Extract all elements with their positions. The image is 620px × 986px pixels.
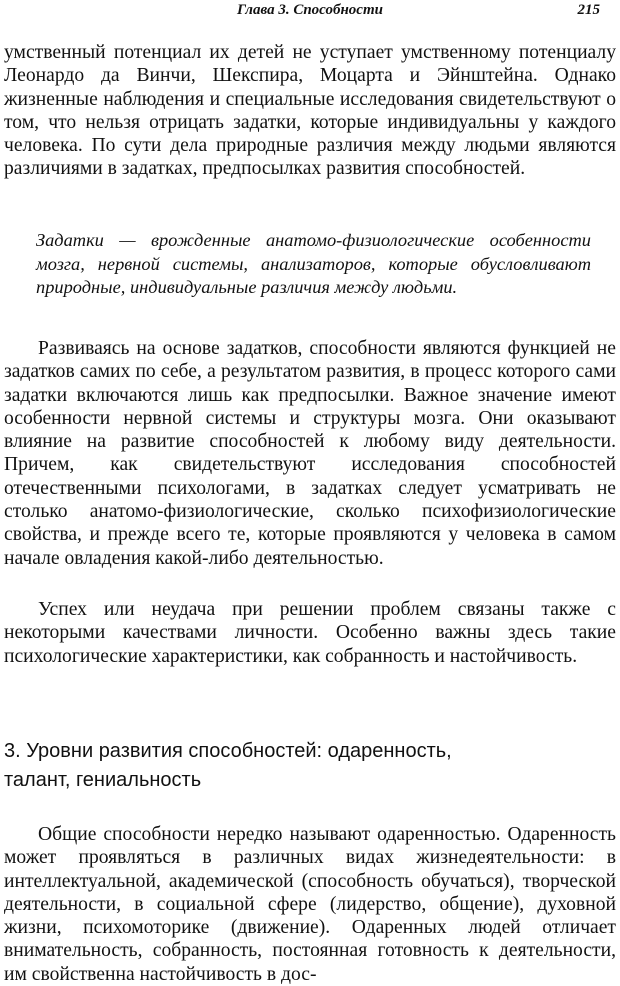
paragraph-intro-text: умственный потенциал их детей не уступает умственному потенциалу Леонардо да Винчи, Шекспира, Моцарта и Эйнштейна. Однако жизненные наблюдения и специальные исследования свидетельствуют о том, что нельзя отрицать задатки, которые индивидуальны у каждого человека. По сути дела природные различия между людьми являются различиями в задатках, предпосылках развития способностей. bbox=[4, 42, 616, 180]
paragraph-development-text: Развиваясь на основе задатков, способности являются функцией не задатков самих по себе, а результатом развития, в процесс которого сами задатки включаются лишь как предпосылки. Важное значение имеют особенности нервной системы и структуры мозга. Они оказывают влияние на развитие способностей к любому виду деятельности. Причем, как свидетельствуют исследования способностей отечественными психологами, в задатках следует усматривать не столько анатомо-физиологические, сколько психофизиологические свойства, и прежде всего те, которые проявляются у человека в самом начале овладения какой-либо деятельностью. bbox=[4, 338, 616, 569]
running-head bbox=[0, 0, 620, 20]
paragraph-intro bbox=[4, 41, 616, 181]
paragraph-giftedness bbox=[4, 823, 616, 986]
section-heading-line-1: 3. Уровни развития способностей: одаренность, bbox=[4, 740, 452, 762]
section-heading bbox=[4, 737, 616, 795]
paragraph-development bbox=[4, 337, 616, 570]
definition-text: Задатки — врожденные анатомо-физиологические особенности мозга, нервной системы, анализаторов, которые обусловливают природные, индивидуальные различия между людьми. bbox=[36, 230, 591, 297]
page-number: 215 bbox=[577, 2, 600, 18]
chapter-title: Глава 3. Способности bbox=[237, 2, 383, 18]
definition-block bbox=[36, 229, 591, 300]
paragraph-giftedness-text: Общие способности нередко называют одаренностью. Одаренность может проявляться в различных видах жизнедеятельности: в интеллектуальной, академической (способность обучаться), творческой деятельности, в социальной сфере (лидерство, общение), духовной жизни, психомоторике (движение). Одаренных людей отличает внимательность, собранность, постоянная готовность к деятельности, им свойственна настойчивость в дос- bbox=[4, 824, 616, 985]
section-heading-line-2: талант, гениальность bbox=[4, 769, 202, 791]
paragraph-success-text: Успех или неудача при решении проблем связаны также с некоторыми качествами личности. Особенно важны здесь такие психологические характеристики, как собранность и настойчивость. bbox=[4, 599, 616, 667]
paragraph-success bbox=[4, 598, 616, 668]
